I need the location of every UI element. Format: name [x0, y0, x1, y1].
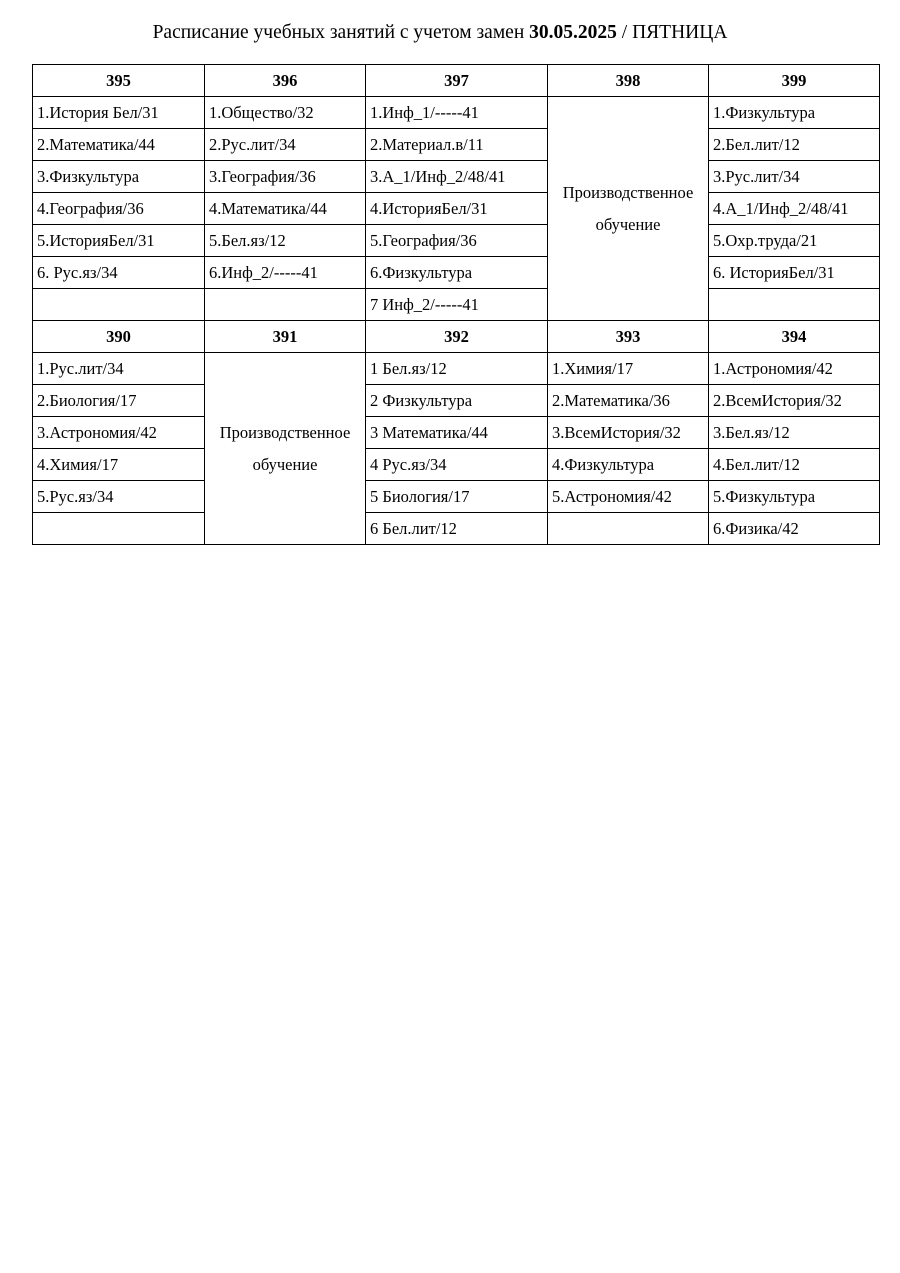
group-header-393: 393 [548, 321, 709, 353]
lesson-cell: 3.Рус.лит/34 [709, 161, 880, 193]
lesson-cell: 7 Инф_2/-----41 [366, 289, 548, 321]
lesson-cell: 2.Бел.лит/12 [709, 129, 880, 161]
lesson-cell: 3.Бел.яз/12 [709, 417, 880, 449]
production-training-cell: Производственное обучение [548, 97, 709, 321]
lesson-cell: 2.ВсемИстория/32 [709, 385, 880, 417]
lesson-cell: 5.Астрономия/42 [548, 481, 709, 513]
group-header-row [33, 65, 880, 97]
lesson-cell: 1.Химия/17 [548, 353, 709, 385]
lesson-cell: 1.Рус.лит/34 [33, 353, 205, 385]
lesson-cell: 6. Рус.яз/34 [33, 257, 205, 289]
group-header-394: 394 [709, 321, 880, 353]
lesson-cell: 3.А_1/Инф_2/48/41 [366, 161, 548, 193]
lesson-cell: 5.Физкультура [709, 481, 880, 513]
group-header-395: 395 [33, 65, 205, 97]
lesson-cell: 2.Математика/44 [33, 129, 205, 161]
lesson-cell: 3 Математика/44 [366, 417, 548, 449]
lesson-cell: 2 Физкультура [366, 385, 548, 417]
title-date: 30.05.2025 [529, 22, 617, 43]
lesson-row [33, 385, 880, 417]
lesson-cell: 6 Бел.лит/12 [366, 513, 548, 545]
lesson-cell: 1.Инф_1/-----41 [366, 97, 548, 129]
group-header-390: 390 [33, 321, 205, 353]
lesson-cell: 4.Бел.лит/12 [709, 449, 880, 481]
lesson-cell: 2.Биология/17 [33, 385, 205, 417]
lesson-cell: 6. ИсторияБел/31 [709, 257, 880, 289]
lesson-cell: 4 Рус.яз/34 [366, 449, 548, 481]
lesson-cell [205, 289, 366, 321]
lesson-cell: 2.Рус.лит/34 [205, 129, 366, 161]
lesson-cell [33, 289, 205, 321]
lesson-cell [709, 289, 880, 321]
group-header-399: 399 [709, 65, 880, 97]
lesson-row [33, 449, 880, 481]
lesson-cell: 4.Физкультура [548, 449, 709, 481]
lesson-row [33, 193, 880, 225]
lesson-cell: 4.А_1/Инф_2/48/41 [709, 193, 880, 225]
production-training-cell: Производственное обучение [205, 353, 366, 545]
lesson-cell: 1 Бел.яз/12 [366, 353, 548, 385]
group-header-397: 397 [366, 65, 548, 97]
title-prefix: Расписание учебных занятий с учетом замен [152, 22, 525, 43]
group-header-391: 391 [205, 321, 366, 353]
lesson-cell: 3.Астрономия/42 [33, 417, 205, 449]
lesson-cell [33, 513, 205, 545]
lesson-cell: 1.История Бел/31 [33, 97, 205, 129]
lesson-row [33, 513, 880, 545]
lesson-cell: 1.Физкультура [709, 97, 880, 129]
lesson-cell: 4.География/36 [33, 193, 205, 225]
lesson-cell: 5.Охр.труда/21 [709, 225, 880, 257]
lesson-cell: 1.Общество/32 [205, 97, 366, 129]
lesson-cell: 4.Химия/17 [33, 449, 205, 481]
lesson-row [33, 257, 880, 289]
lesson-cell: 2.Математика/36 [548, 385, 709, 417]
group-header-396: 396 [205, 65, 366, 97]
lesson-cell: 5.ИсторияБел/31 [33, 225, 205, 257]
schedule-table [32, 64, 880, 545]
lesson-cell: 1.Астрономия/42 [709, 353, 880, 385]
lesson-cell: 4.Математика/44 [205, 193, 366, 225]
lesson-cell: 3.Физкультура [33, 161, 205, 193]
lesson-row [33, 161, 880, 193]
lesson-cell: 3.География/36 [205, 161, 366, 193]
lesson-cell: 5.География/36 [366, 225, 548, 257]
group-header-392: 392 [366, 321, 548, 353]
lesson-cell: 6.Инф_2/-----41 [205, 257, 366, 289]
lesson-cell: 5.Рус.яз/34 [33, 481, 205, 513]
lesson-cell [548, 513, 709, 545]
lesson-cell: 5 Биология/17 [366, 481, 548, 513]
group-header-row [33, 321, 880, 353]
lesson-row [33, 481, 880, 513]
lesson-row [33, 289, 880, 321]
lesson-row [33, 225, 880, 257]
lesson-cell: 3.ВсемИстория/32 [548, 417, 709, 449]
lesson-row [33, 353, 880, 385]
title-suffix: / ПЯТНИЦА [621, 22, 728, 43]
lesson-cell: 6.Физика/42 [709, 513, 880, 545]
lesson-cell: 6.Физкультура [366, 257, 548, 289]
lesson-cell: 5.Бел.яз/12 [205, 225, 366, 257]
lesson-row [33, 417, 880, 449]
page-title [0, 20, 880, 46]
lesson-cell: 4.ИсторияБел/31 [366, 193, 548, 225]
lesson-row [33, 129, 880, 161]
lesson-row [33, 97, 880, 129]
group-header-398: 398 [548, 65, 709, 97]
lesson-cell: 2.Материал.в/11 [366, 129, 548, 161]
